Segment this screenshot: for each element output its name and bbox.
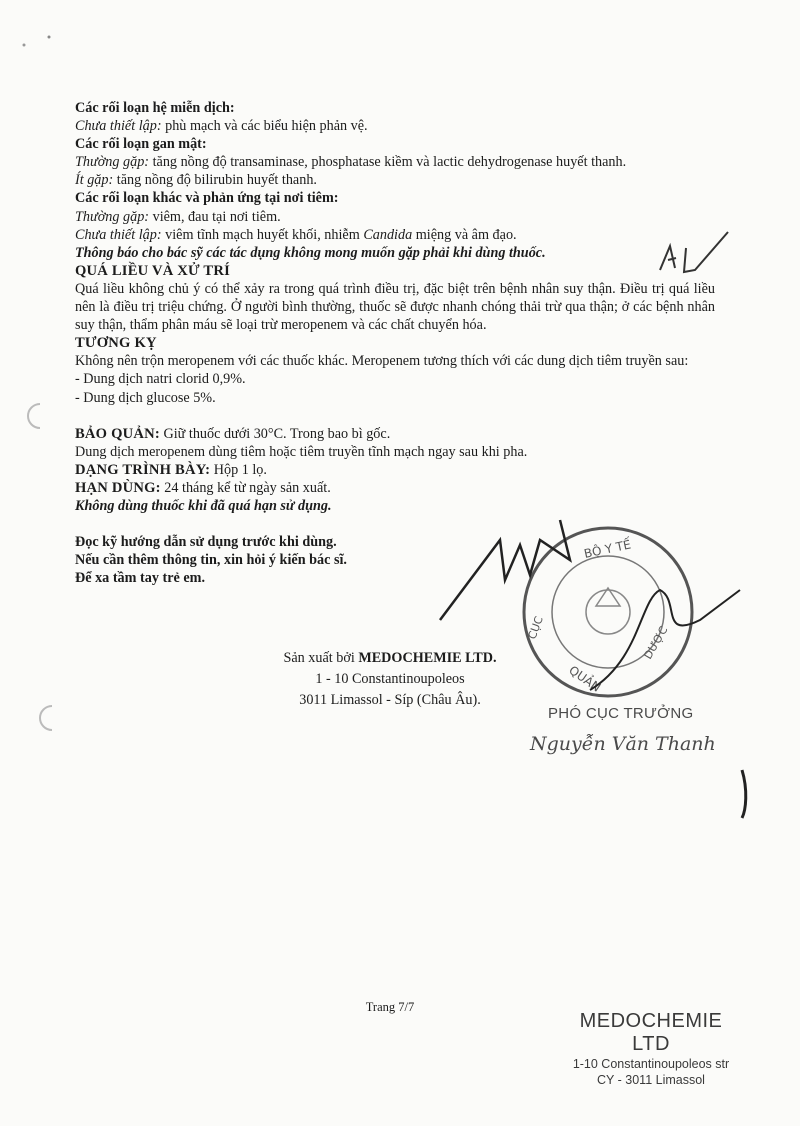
svg-text:CỤC: CỤC xyxy=(525,614,546,642)
svg-text:BỘ Y TẾ: BỘ Y TẾ xyxy=(582,537,633,561)
official-title: PHÓ CỤC TRƯỞNG xyxy=(548,705,694,722)
compat-item: - Dung dịch glucose 5%. xyxy=(75,389,216,406)
manufacturer-address: 3011 Limassol - Síp (Châu Âu). xyxy=(299,692,481,708)
svg-text:QUẢN: QUẢN xyxy=(566,662,604,695)
compat-item: - Dung dịch natri clorid 0,9%. xyxy=(75,371,246,388)
company-stamp-line: 1-10 Constantinoupoleos str xyxy=(572,1057,730,1071)
storage-line2: Dung dịch meropenem dùng tiêm hoặc tiêm truyền tĩnh mạch ngay sau khi pha. xyxy=(75,443,528,460)
immune-line: Chưa thiết lập: phù mạch và các biểu hiện phản vệ. xyxy=(75,118,368,135)
immune-heading: Các rối loạn hệ miễn dịch: xyxy=(75,100,235,116)
scan-dot xyxy=(23,44,26,47)
official-name: Nguyễn Văn Thanh xyxy=(530,733,716,755)
storage-line: BẢO QUẢN: Giữ thuốc dưới 30°C. Trong bao bì gốc. xyxy=(75,425,391,442)
hole-punch-icon xyxy=(40,706,52,730)
scan-dot xyxy=(48,36,51,39)
overdose-heading: QUÁ LIỀU VÀ XỬ TRÍ xyxy=(75,262,230,279)
advice-line: Đọc kỹ hướng dẫn sử dụng trước khi dùng. xyxy=(75,534,337,551)
hole-punch-icon xyxy=(28,404,40,428)
advice-line: Nếu cần thêm thông tin, xin hỏi ý kiến bác sĩ. xyxy=(75,552,347,569)
presentation-line: DẠNG TRÌNH BÀY: Hộp 1 lọ. xyxy=(75,461,267,478)
overdose-text: Quá liều không chủ ý có thể xảy ra trong quá trình điều trị, đặc biệt trên bệnh nhân suy thận. Điều trị quá liều nên là điều trị triệu chứng. Ở người bình thường, thuốc sẽ được nhanh chóng thải trừ qua thận; ở các bệnh nhân suy thận, thẩm phân máu sẽ loại trừ meropenem và các chất chuyển hóa. xyxy=(75,280,715,334)
company-stamp-name: MEDOCHEMIE LTD xyxy=(579,1010,723,1055)
other-line: Chưa thiết lập: viêm tĩnh mạch huyết khối, nhiễm Candida miệng và âm đạo. xyxy=(75,226,517,243)
margin-mark-icon xyxy=(742,770,746,818)
hepatobiliary-line: Ít gặp: tăng nồng độ bilirubin huyết thanh. xyxy=(75,172,317,189)
company-stamp xyxy=(566,1010,736,1088)
adverse-notice: Thông báo cho bác sỹ các tác dụng không mong muốn gặp phải khi dùng thuốc. xyxy=(75,244,546,261)
svg-text:DƯỢC: DƯỢC xyxy=(641,624,671,662)
manufacturer-address: 1 - 10 Constantinoupoleos xyxy=(315,671,465,687)
compat-heading: TƯƠNG KỴ xyxy=(75,335,157,352)
hepatobiliary-line: Thường gặp: tăng nồng độ transaminase, phosphatase kiềm và lactic dehydrogenase huyết thanh. xyxy=(75,154,627,171)
hepatobiliary-heading: Các rối loạn gan mật: xyxy=(75,136,207,153)
other-heading: Các rối loạn khác và phản ứng tại nơi tiêm: xyxy=(75,190,339,207)
other-line: Thường gặp: viêm, đau tại nơi tiêm. xyxy=(75,208,281,225)
document-body xyxy=(75,99,715,587)
manufacturer-block: Sản xuất bởi MEDOCHEMIE LTD. 1 - 10 Constantinoupoleos 3011 Limassol - Síp (Châu Âu). xyxy=(220,648,560,711)
compat-text: Không nên trộn meropenem với các thuốc khác. Meropenem tương thích với các dung dịch tiêm truyền sau: xyxy=(75,353,689,370)
page-number: Trang 7/7 xyxy=(365,1000,415,1014)
expiry-warning: Không dùng thuốc khi đã quá hạn sử dụng. xyxy=(75,497,332,514)
company-stamp-line: CY - 3011 Limassol xyxy=(597,1073,705,1087)
manufacturer-name: MEDOCHEMIE LTD. xyxy=(358,650,497,666)
expiry-line: HẠN DÙNG: 24 tháng kể từ ngày sản xuất. xyxy=(75,479,331,496)
advice-line: Để xa tầm tay trẻ em. xyxy=(75,570,205,587)
